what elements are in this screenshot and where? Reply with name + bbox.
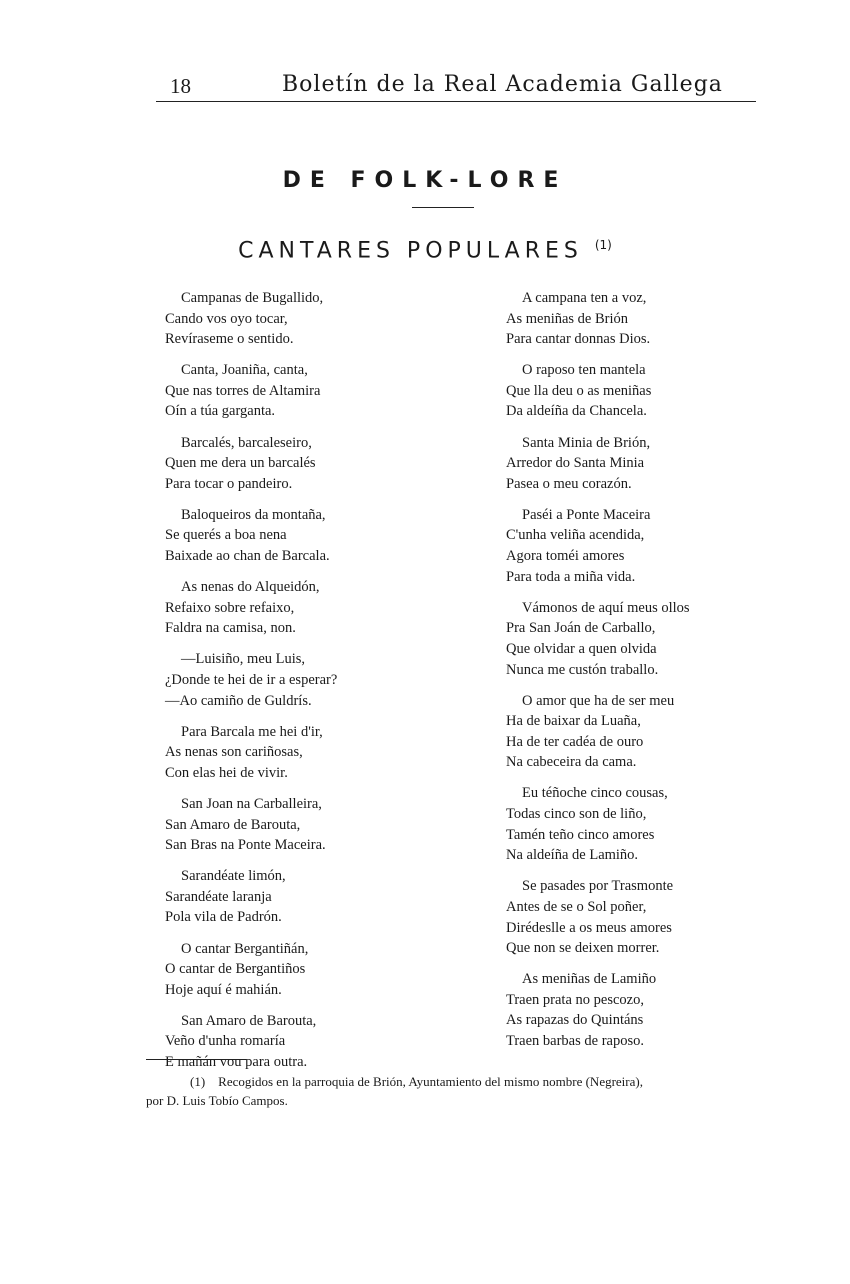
verse-line: Pra San Joán de Carballo, [506,620,656,637]
stanza [165,577,425,639]
verse-line: Baloqueiros da montaña, [181,506,326,523]
stanza [506,783,766,865]
stanza [165,1011,425,1073]
verse-line: As meniñas de Brión [506,310,629,327]
verse-line: Canta, Joaniña, canta, [181,362,308,379]
stanza [165,288,425,350]
verse-line: C'unha veliña acendida, [506,527,645,544]
right-column [506,288,766,1062]
verse-line: Para Barcala me hei d'ir, [181,723,323,740]
verse-line: Que non se deixen morrer. [506,940,660,957]
verse-line: Oín a túa garganta. [165,403,276,420]
verse-line: —Ao camiño de Guldrís. [165,692,312,709]
verse-line: Pola vila de Padrón. [165,909,282,926]
subtitle [0,238,850,263]
verse-line: Refaixo sobre refaixo, [165,599,295,616]
verse-line: Eu téñoche cinco cousas, [522,785,668,802]
verse-line: Hoje aquí é mahián. [165,981,282,998]
verse-line: O cantar de Bergantiños [165,961,306,978]
stanza [506,598,766,680]
verse-line: Se querés a boa nena [165,527,287,544]
verse-line: Pasea o meu corazón. [506,475,632,492]
page-number: 18 [170,74,191,98]
footnote-reference: (1) [594,238,612,252]
verse-line: Con elas hei de vivir. [165,764,288,781]
stanza [506,433,766,495]
verse-line: Para cantar donnas Dios. [506,331,651,348]
running-title: Boletín de la Real Academia Gallega [282,72,723,97]
stanza [165,722,425,784]
verse-line: Se pasades por Trasmonte [522,878,674,895]
stanza [165,505,425,567]
verse-line: San Bras na Ponte Maceira. [165,837,326,854]
verse-line: Barcalés, barcaleseiro, [181,434,312,451]
stanza [506,969,766,1051]
verse-line: —Luisiño, meu Luis, [181,651,306,668]
verse-line: Todas cinco son de liño, [506,806,647,823]
stanza [165,433,425,495]
title-divider [412,207,474,208]
verse-line: Arredor do Santa Minia [506,455,645,472]
verse-line: Paséi a Ponte Maceira [522,506,651,523]
verse-line: Na cabeceira da cama. [506,754,637,771]
stanza [165,649,425,711]
verse-line: O raposo ten mantela [522,362,646,379]
verse-line: Para toda a miña vida. [506,568,636,585]
footnote-line-2: por D. Luis Tobío Campos. [146,1093,288,1108]
verse-line: Ha de ter cadéa de ouro [506,733,644,750]
left-column [165,288,425,1083]
verse-line: Da aldeíña da Chancela. [506,403,647,420]
verse-line: San Amaro de Barouta, [165,816,301,833]
verse-line: Para tocar o pandeiro. [165,475,293,492]
footnote-marker: (1) [190,1074,206,1089]
verse-line: O cantar Bergantiñán, [181,940,309,957]
verse-line: Quen me dera un barcalés [165,455,316,472]
verse-line: San Joan na Carballeira, [181,795,322,812]
verse-line: Tamén teño cinco amores [506,826,655,843]
verse-line: Cando vos oyo tocar, [165,310,288,327]
verse-line: Agora toméi amores [506,548,625,565]
verse-line: A campana ten a voz, [522,290,647,306]
verse-line: Veño d'unha romaría [165,1033,286,1050]
stanza [165,360,425,422]
verse-line: Sarandéate laranja [165,888,272,905]
verse-line: Sarandéate limón, [181,868,286,885]
section-title: DE FOLK-LORE [282,168,568,193]
verse-line: Vámonos de aquí meus ollos [522,599,690,616]
verse-line: Nunca me custón traballo. [506,661,659,678]
stanza [506,876,766,958]
verse-line: As nenas son cariñosas, [165,744,303,761]
verse-line: As rapazas do Quintáns [506,1012,644,1029]
verse-line: O amor que ha de ser meu [522,692,675,709]
verse-line: Santa Minia de Brión, [522,434,651,451]
stanza [506,288,766,350]
verse-line: Que nas torres de Altamira [165,382,321,399]
verse-line: Traen prata no pescozo, [506,991,644,1008]
stanza [165,794,425,856]
verse-line: As nenas do Alqueidón, [181,579,320,596]
verse-line: ¿Donde te hei de ir a esperar? [165,672,338,688]
verse-line: E mañán vou para outra. [165,1054,308,1070]
header-rule [156,101,756,102]
stanza [165,939,425,1001]
subtitle-text: CANTARES POPULARES [238,238,583,264]
stanza [506,505,766,587]
verse-line: Traen barbas de raposo. [506,1033,644,1049]
verse-line: As meniñas de Lamiño [522,971,657,988]
verse-line: Campanas de Bugallido, [181,290,324,306]
footnote-text-1: Recogidos en la parroquia de Brión, Ayuntamiento del mismo nombre (Negreira), [218,1074,643,1089]
stanza [506,691,766,773]
footnote [146,1072,766,1110]
verse-line: Que lla deu o as meniñas [506,382,652,399]
stanza [506,360,766,422]
stanza [165,866,425,928]
verse-line: San Amaro de Barouta, [181,1012,317,1029]
verse-line: Faldra na camisa, non. [165,620,296,637]
verse-line: Ha de baixar da Luaña, [506,713,641,730]
verse-line: Antes de se o Sol poñer, [506,898,647,915]
verse-line: Baixade ao chan de Barcala. [165,548,330,565]
verse-line: Revíraseme o sentido. [165,331,294,348]
footnote-line-1 [146,1072,766,1091]
footnote-rule [146,1059,246,1060]
verse-line: Na aldeíña de Lamiño. [506,847,639,864]
verse-line: Que olvidar a quen olvida [506,640,657,657]
verse-line: Dirédeslle a os meus amores [506,919,672,936]
